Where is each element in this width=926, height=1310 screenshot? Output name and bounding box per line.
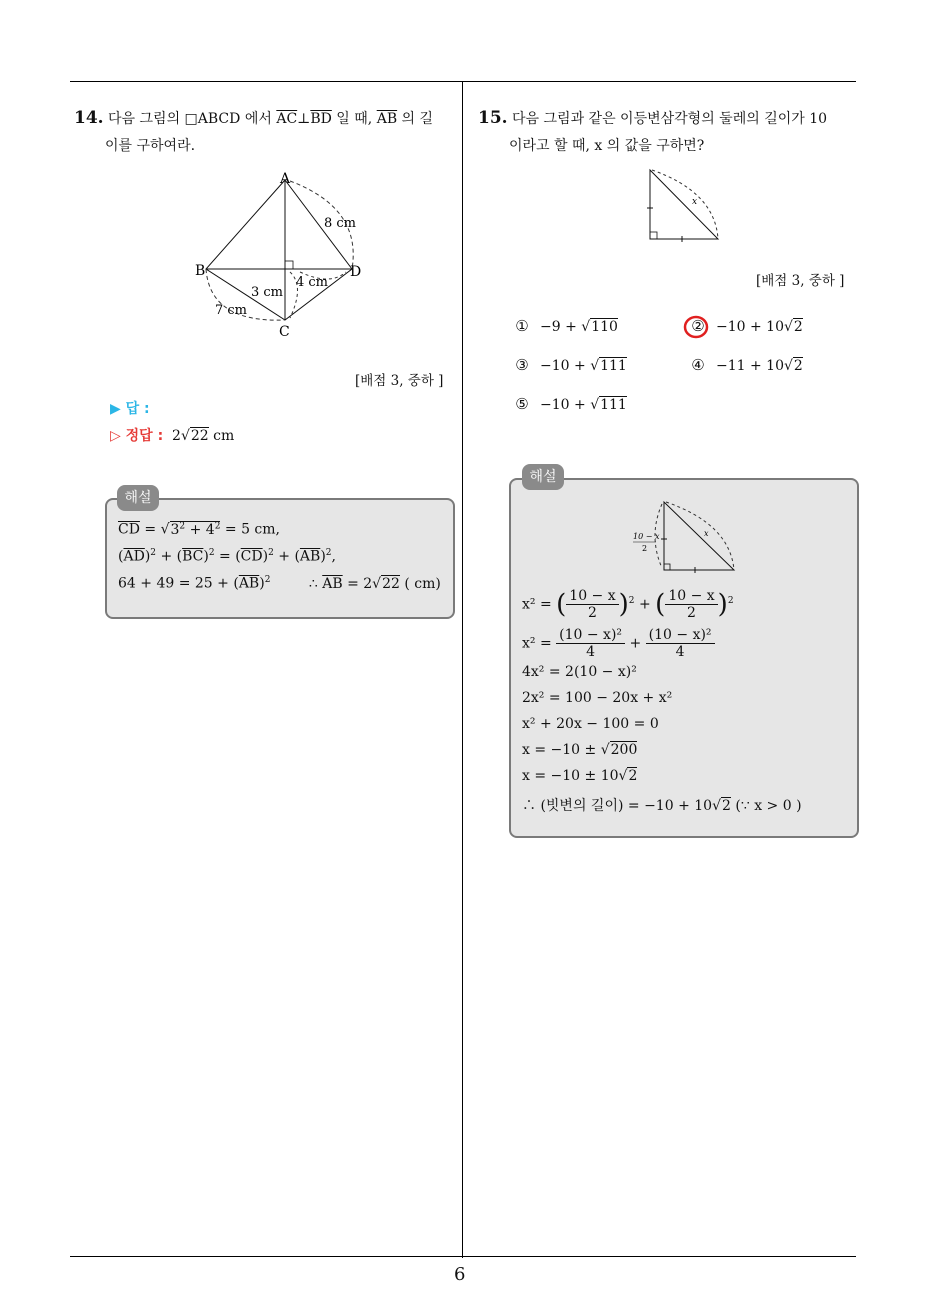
- choice-4[interactable]: ④ −11 + 10√2: [691, 356, 803, 374]
- fig2-x-label: x: [704, 529, 709, 538]
- choice-3-radicand: 111: [600, 358, 627, 374]
- sol-line3: 4x² = 2(10 − x)²: [522, 664, 637, 680]
- choice-4-marker: ④: [691, 356, 705, 374]
- segment-bd: $\overline{BD}$: [310, 111, 332, 127]
- correct-radicand: 22: [190, 428, 209, 444]
- fig2-den-label: 2: [642, 544, 648, 553]
- sol-line2-den-a: 4: [586, 644, 596, 660]
- sol-line2-num-b: (10 − x)²: [646, 627, 715, 644]
- q15-explanation-tab: 해설: [522, 464, 564, 490]
- sol-line6-pre: x = −10 ±: [522, 742, 601, 758]
- sol-line1-den-a: 2: [588, 605, 597, 621]
- choice-1-marker: ①: [515, 317, 529, 335]
- choice-2-marker: ②: [691, 317, 705, 335]
- sol-line7-pre: x = −10 ± 10: [522, 768, 619, 784]
- sol-line8: ∴ (빗변의 길이) = −10 + 10√2 (∵ x > 0 ): [522, 798, 802, 814]
- length-bc-label: 7 cm: [215, 303, 248, 318]
- answer-label: ▶ 답 :: [110, 401, 150, 417]
- sol-line8-pre: ∴ (빗변의 길이) = −10 + 10: [522, 798, 713, 814]
- q14-text-part: 다음 그림의 □ABCD 에서: [108, 111, 277, 127]
- q15-fig-x-label: x: [692, 197, 698, 207]
- sol-line2-lhs: x² =: [522, 635, 557, 652]
- sol-line4: 2x² = 100 − 20x + x²: [522, 690, 673, 706]
- sol-line5: x² + 20x − 100 = 0: [522, 716, 659, 732]
- q15-meta: [배점 3, 중하 ]: [756, 273, 845, 289]
- q14-text-part: 의 길: [397, 111, 434, 127]
- q14-answer-row: [110, 398, 150, 418]
- q15-text: [478, 105, 878, 160]
- q14-text-part: 일 때,: [331, 111, 377, 127]
- fig2-num-label: 10 − x: [633, 532, 660, 541]
- choice-4-expr: −11 + 10: [716, 358, 784, 374]
- perp-symbol: ⊥: [297, 111, 311, 127]
- sol-line2: x² = $\frac{\text{(10 − x)²}}{4}$ + $\frac{\text{(10 − x)²}}{4}$: [522, 627, 715, 660]
- choice-3-marker: ③: [515, 356, 529, 374]
- correct-unit: cm: [208, 428, 235, 444]
- vertex-a-label: A: [280, 171, 291, 187]
- q14-text-line2: 이를 구하여라.: [105, 138, 196, 154]
- top-rule: [70, 81, 856, 82]
- q14-expl-line3: $64 + 49 = 25 + (\overline{AB})^2$ ∴ $\overline{AB} = 2√22$ ( cm): [118, 575, 441, 592]
- q15-text-line2: 이라고 할 때, x 의 값을 구하면?: [509, 138, 705, 154]
- sol-line1: x² = ( $\frac{10 - x}{2}$ )$^2$ + ( $\frac{10 - x}{2}$ )$^2$: [522, 588, 734, 621]
- vertex-b-label: B: [195, 263, 206, 279]
- choice-2-expr: −10 + 10: [716, 319, 784, 335]
- choice-4-radicand: 2: [793, 358, 803, 374]
- sol-line1-lhs: x² =: [522, 596, 557, 613]
- q14-explanation-tab: 해설: [117, 485, 159, 511]
- choice-5-expr: −10 +: [540, 397, 591, 413]
- length-od-label: 4 cm: [296, 275, 329, 290]
- segment-ac: $\overline{AC}$: [276, 111, 298, 127]
- choice-3-expr: −10 +: [540, 358, 591, 374]
- sol-line2-den-b: 4: [675, 644, 685, 660]
- q15-explanation-figure: [630, 496, 740, 576]
- segment-ab: $\overline{AB}$: [376, 111, 398, 127]
- sol-line2-num-a: (10 − x)²: [556, 627, 625, 644]
- choice-3[interactable]: ③ −10 + √111: [515, 356, 627, 374]
- sol-line7-rad: 2: [628, 768, 638, 784]
- choice-5-marker: ⑤: [515, 395, 529, 413]
- q14-correct-row: ▷ 정답 : 2√22 cm: [110, 428, 235, 444]
- sol-line1-num-b: 10 − x: [665, 588, 717, 605]
- choice-1-expr: −9 +: [540, 319, 582, 335]
- sol-line1-num-a: 10 − x: [566, 588, 618, 605]
- correct-label: ▷ 정답 :: [110, 428, 164, 444]
- choice-1-radicand: 110: [591, 319, 618, 335]
- page-number: 6: [454, 1264, 466, 1285]
- sol-line6: x = −10 ± √200: [522, 742, 638, 758]
- vertex-c-label: C: [279, 324, 290, 340]
- q14-meta: [배점 3, 중하 ]: [355, 373, 444, 389]
- sol-line8-rad: 2: [722, 798, 731, 814]
- column-divider: [462, 81, 463, 1258]
- q14-figure-quadrilateral: [190, 168, 360, 343]
- sol-line6-rad: 200: [610, 742, 638, 758]
- q14-number: 14.: [74, 108, 104, 128]
- choice-1[interactable]: ① −9 + √110: [515, 317, 618, 335]
- q14-text: [74, 105, 459, 160]
- choice-5-radicand: 111: [600, 397, 627, 413]
- choice-2-radicand: 2: [793, 319, 803, 335]
- q15-text-line1: 다음 그림과 같은 이등변삼각형의 둘레의 길이가 10: [512, 111, 828, 127]
- bottom-rule: [70, 1256, 856, 1257]
- q14-expl-line1: $\overline{CD} = √3^2 + 4^2 = 5$ cm,: [118, 521, 280, 538]
- length-ad-label: 8 cm: [324, 216, 357, 231]
- vertex-d-label: D: [350, 264, 362, 280]
- sol-line8-post: (∵ x > 0 ): [730, 798, 802, 814]
- choice-5[interactable]: ⑤ −10 + √111: [515, 395, 627, 413]
- choice-2[interactable]: ② −10 + 10√2: [691, 317, 803, 335]
- q15-number: 15.: [478, 108, 508, 128]
- q14-expl-line2: $(\overline{AD})^2 + (\overline{BC})^2 = (\overline{CD})^2 + (\overline{AB})^2$,: [118, 548, 336, 565]
- sol-line7: x = −10 ± 10√2: [522, 768, 638, 784]
- q15-figure-triangle: [640, 162, 730, 247]
- length-oc-label: 3 cm: [251, 285, 284, 300]
- sol-line1-den-b: 2: [687, 605, 696, 621]
- selected-answer-mark: [682, 313, 712, 341]
- correct-coef: 2: [172, 428, 181, 444]
